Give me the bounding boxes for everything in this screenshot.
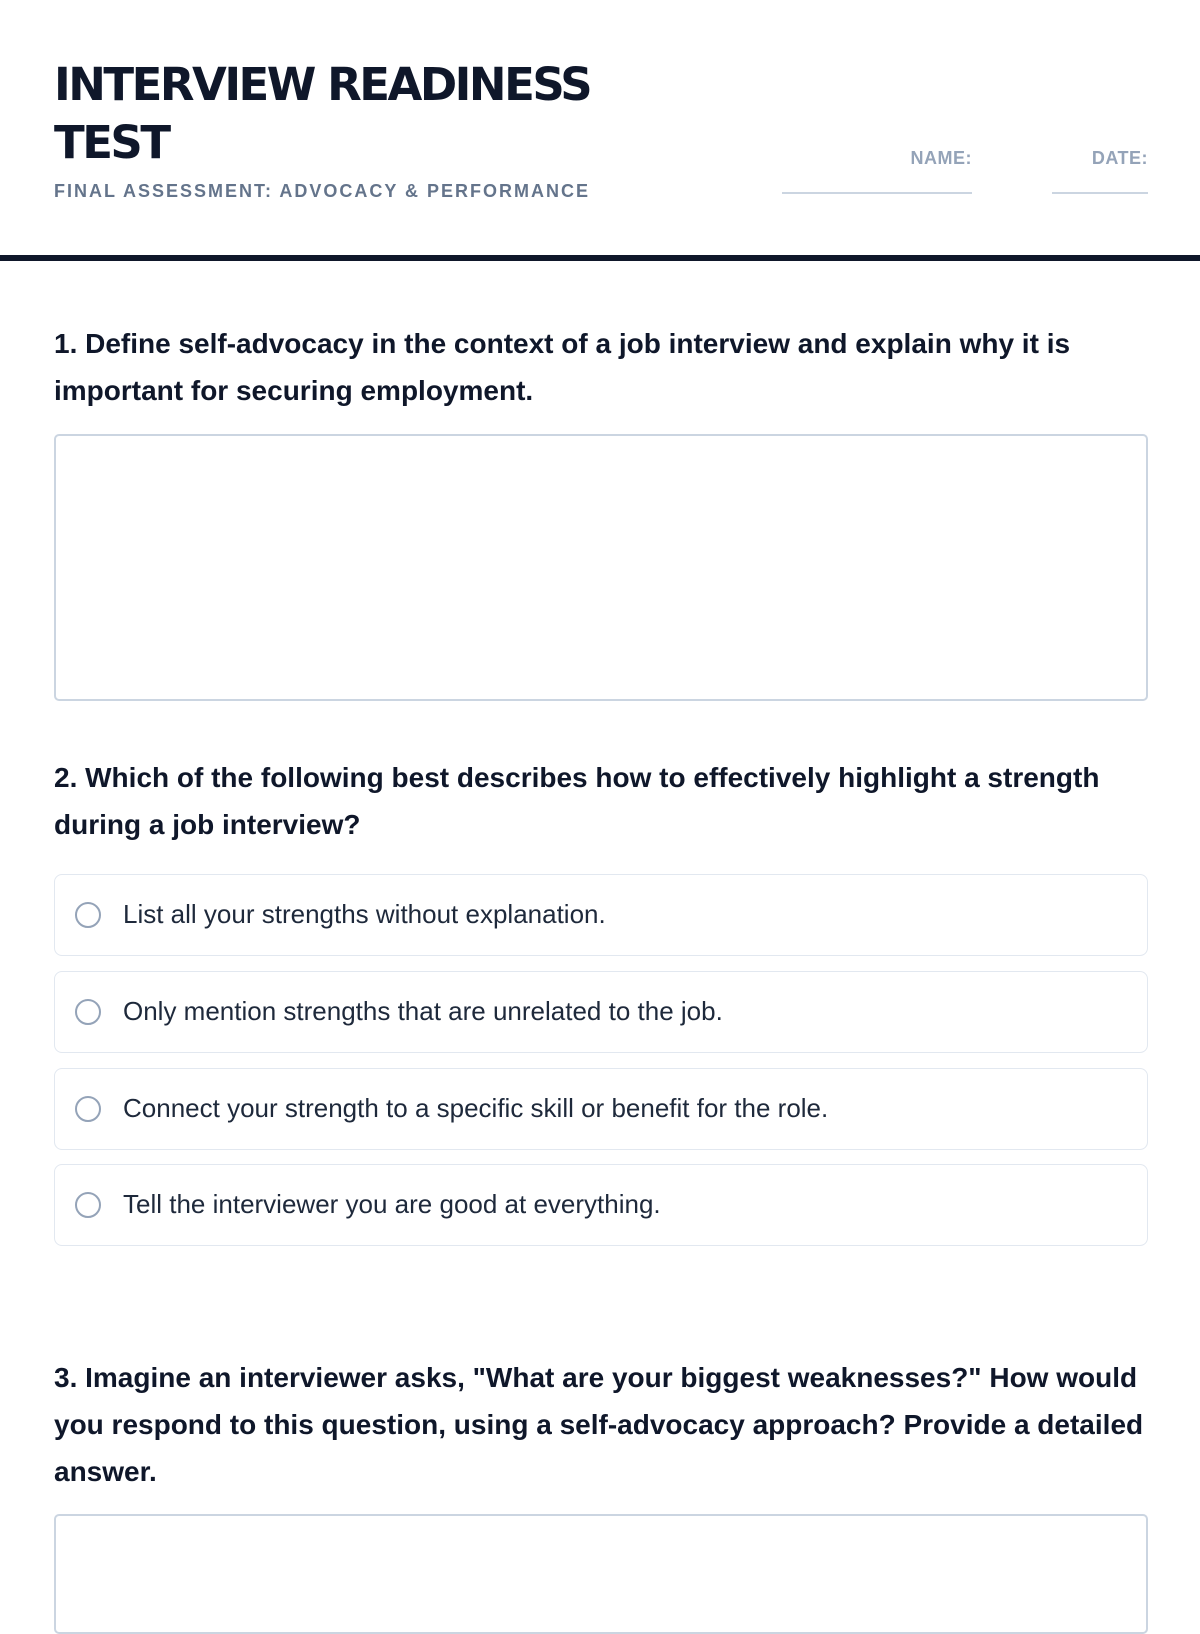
question-3-answer-box[interactable] — [54, 1514, 1148, 1634]
option-label: Tell the interviewer you are good at everything. — [123, 1189, 661, 1219]
name-field[interactable] — [782, 192, 972, 194]
name-label: NAME: — [910, 148, 972, 168]
question-2-option-c[interactable] — [54, 1068, 1148, 1150]
radio-button-icon[interactable] — [75, 1096, 101, 1122]
date-field[interactable] — [1052, 192, 1148, 194]
radio-button-icon[interactable] — [75, 902, 101, 928]
page-subtitle: FINAL ASSESSMENT: ADVOCACY & PERFORMANCE — [54, 181, 591, 201]
page-title: INTERVIEW READINESS TEST — [54, 58, 591, 169]
question-2-option-b[interactable] — [54, 971, 1148, 1053]
question-2-option-d[interactable] — [54, 1164, 1148, 1246]
radio-button-icon[interactable] — [75, 999, 101, 1025]
radio-button-icon[interactable] — [75, 1192, 101, 1218]
question-1-answer-box[interactable] — [54, 434, 1148, 701]
option-label: Only mention strengths that are unrelated to the job. — [123, 996, 723, 1026]
question-2-option-a[interactable] — [54, 874, 1148, 956]
date-label: DATE: — [1091, 148, 1148, 168]
question-1-prompt: 1. Define self-advocacy in the context of a job interview and explain why it is important for securing employment. — [54, 328, 1071, 406]
option-label: List all your strengths without explanation. — [123, 899, 606, 929]
page-header — [0, 0, 1200, 261]
option-label: Connect your strength to a specific skill or benefit for the role. — [123, 1093, 829, 1123]
question-2-prompt: 2. Which of the following best describes how to effectively highlight a strength during a job interview? — [54, 762, 1100, 840]
question-3-prompt: 3. Imagine an interviewer asks, "What are your biggest weaknesses?" How would you respond to this question, using a self-advocacy approach? Provide a detailed answer. — [54, 1362, 1144, 1487]
